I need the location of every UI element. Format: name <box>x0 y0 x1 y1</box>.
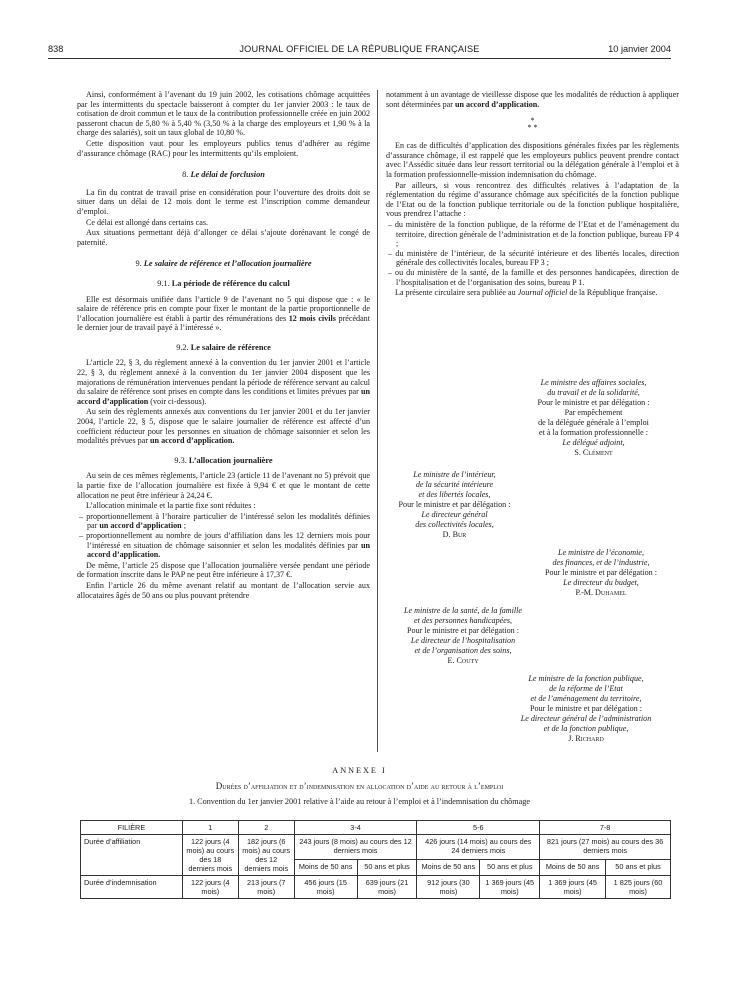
paragraph: Ce délai est allongé dans certains cas. <box>86 217 209 227</box>
issue-date: 10 janvier 2004 <box>608 44 671 54</box>
paragraph: L’allocation minimale et la partie fixe sont réduites : <box>86 501 256 511</box>
table-cell: 912 jours (30 mois) <box>417 876 480 899</box>
paragraph: La présente circulaire sera publiée au Journal officiel de la République française. <box>395 288 658 298</box>
annex-title: ANNEXE I <box>332 766 387 775</box>
right-column <box>386 90 679 299</box>
table-header-cell: 2 <box>238 821 294 835</box>
table-cell: 1 825 jours (60 mois) <box>606 876 671 899</box>
table-subheader-cell: 50 ans et plus <box>357 860 417 876</box>
paragraph: Enfin l’article 26 du même avenant relatif au montant de l’allocation servie aux allocataires âgés de 50 ans ou plus pouvant prétendre <box>77 580 370 600</box>
table-subheader-cell: 50 ans et plus <box>480 860 540 876</box>
signature-affaires-sociales: Le ministre des affaires sociales, du travail et de la solidarité, Pour le ministre et par délégation : Par empêchement de la déléguée générale à l’emploi et à la formation professionnelle : Le délégué adjoint, S. Clément <box>537 378 650 457</box>
table-subheader-cell: Moins de 50 ans <box>294 860 357 876</box>
paragraph: L’article 22, § 3, du règlement annexé à la convention du 1er janvier 2001 et l’article 22, § 3, du règlement annexé à la convention du 1er janvier 2004 disposent que les majorations de rémunération intervenues pendant la période de référence servant au calcul du salaire de référence sont prises en compte dans les conditions et limites prévues par un accord d’application (voir ci-dessous). <box>77 358 370 406</box>
left-column <box>77 90 370 601</box>
paragraph: Par ailleurs, si vous rencontrez des difficultés relatives à l’adaptation de la réglementation du régime d’assurance chômage aux spécificités de la fonction publique de l’Etat ou de la fonction publique territoriale ou de la fonction publique hospitalière, vous prendrez l’attache : <box>386 180 679 219</box>
signature-sante: Le ministre de la santé, de la famille et des personnes handicapées, Pour le ministre et par délégation : Le directeur de l’hospitalisation et de l’organisation des soins, E. Couty <box>404 606 522 665</box>
section-separator: * * * <box>527 116 538 133</box>
table-cell: 639 jours (21 mois) <box>357 876 417 899</box>
row-label: Durée d’affiliation <box>81 835 183 876</box>
contact-list <box>386 220 679 287</box>
section-heading-8: 8. Le délai de forclusion <box>182 170 265 180</box>
table-cell: 1 369 jours (45 mois) <box>480 876 540 899</box>
table-cell: 426 jours (14 mois) au cours des 24 derniers mois <box>417 835 540 860</box>
annex-heading <box>48 766 671 806</box>
list-item: – proportionnellement au nombre de jours d’affiliation dans les 12 derniers mois pour l’intéressé en situation de chômage saisonnier et selon les modalités définies par un accord d’application. <box>79 530 370 560</box>
table-cell: 1 369 jours (45 mois) <box>540 876 606 899</box>
durations-table <box>80 820 671 899</box>
table-row <box>81 876 671 899</box>
table-subheader-cell: 50 ans et plus <box>606 860 671 876</box>
table-cell: 213 jours (7 mois) <box>238 876 294 899</box>
table-row <box>81 835 671 860</box>
table-subheader-cell: Moins de 50 ans <box>417 860 480 876</box>
section-heading-9-1: 9.1. La période de référence du calcul <box>157 278 290 288</box>
signature-interieur: Le ministre de l’intérieur, de la sécurité intérieure et des libertés locales, Pour le ministre et par délégation : Le directeur général des collectivités locales, D. Bur <box>398 470 511 539</box>
table-header-row <box>81 821 671 835</box>
list-item: – proportionnellement à l’horaire particulier de l’intéressé selon les modalités définies par un accord d’application ; <box>79 511 370 531</box>
section-heading-9-3: 9.3. L’allocation journalière <box>174 455 273 465</box>
table-header-cell: FILIÈRE <box>81 821 183 835</box>
table-header-cell: 7-8 <box>540 821 671 835</box>
table-header-cell: 1 <box>182 821 238 835</box>
section-heading-9-2: 9.2. Le salaire de référence <box>176 342 271 352</box>
row-label: Durée d’indemnisation <box>81 876 183 899</box>
section-heading-9: 9. Le salaire de référence et l’allocation journalière <box>135 259 312 269</box>
table-cell: 456 jours (15 mois) <box>294 876 357 899</box>
table-cell: 821 jours (27 mois) au cours des 36 derniers mois <box>540 835 671 860</box>
paragraph: La fin du contrat de travail prise en considération pour l’ouverture des droits doit se situer dans un délai de 12 mois dont le terme est l’inscription comme demandeur d’emploi. <box>77 187 370 216</box>
table-cell: 243 jours (8 mois) au cours des 12 derniers mois <box>294 835 417 860</box>
table-cell: 122 jours (4 mois) au cours des 18 derniers mois <box>182 835 238 876</box>
paragraph: De même, l’article 25 dispose que l’allocation journalière versée pendant une période de formation inscrite dans le PAP ne peut être inférieure à 17,37 €. <box>77 560 370 580</box>
paragraph: Aux situations permettant déjà d’allonger ce délai s’ajoute dorénavant le congé de paternité. <box>77 228 370 247</box>
journal-title: JOURNAL OFFICIEL DE LA RÉPUBLIQUE FRANÇAISE <box>239 44 480 54</box>
list-item: – ou du ministère de la santé, de la famille et des personnes handicapées, direction de l’hospitalisation et de l’organisation des soins, bureau P 1. <box>388 267 679 287</box>
list-item: – du ministère de la fonction publique, de la réforme de l’Etat et de l’aménagement du territoire, direction générale de l’administration et de la fonction publique, bureau FP 4 ; <box>388 219 679 249</box>
table-cell: 122 jours (4 mois) <box>182 876 238 899</box>
page-header <box>48 44 671 59</box>
signature-economie: Le ministre de l’économie, des finances, et de l’industrie, Pour le ministre et par délégation : Le directeur du budget, P.-M. Duhamel <box>545 548 657 597</box>
table-cell: 182 jours (6 mois) au cours des 12 derniers mois <box>238 835 294 876</box>
annex-subtitle: Durées d’affiliation et d’indemnisation en allocation d’aide au retour à l’emploi <box>215 781 504 791</box>
table-header-cell: 3-4 <box>294 821 417 835</box>
paragraph: En cas de difficultés d’application des dispositions générales fixées par les règlements d’assurance chômage, il est rappelé que les employeurs publics peuvent prendre contact avec l’Assédic située dans leur ressort territorial ou la délégation générale à l’emploi et à la formation professionnelle-mission indemnisation du chômage. <box>386 141 679 179</box>
paragraph: Cette disposition vaut pour les employeurs publics tenus d’adhérer au régime d’assurance chômage (RAC) pour les intermittents qu’ils emploient. <box>77 138 370 158</box>
signature-fonction-publique: Le ministre de la fonction publique, de la réforme de l’Etat et de l’aménagement du territoire, Pour le ministre et par délégation : Le directeur général de l’administration et de la fonction publique, J. Richard <box>520 674 652 743</box>
table-subheader-cell: Moins de 50 ans <box>540 860 606 876</box>
paragraph: Au sein de ces mêmes règlements, l’article 23 (article 11 de l’avenant no 5) prévoit que la partie fixe de l’allocation journalière est fixée à 9,94 € et que le montant de cette allocation ne peut être inférieur à 24,24 €. <box>77 471 370 500</box>
page-number: 838 <box>48 44 64 54</box>
annex-convention: 1. Convention du 1er janvier 2001 relative à l’aide au retour à l’emploi et à l’indemnisation du chômage <box>188 797 531 806</box>
paragraph: Au sein des règlements annexés aux conventions du 1er janvier 2001 et du 1er janvier 2004, l’article 22, § 5, dispose que le salaire journalier de référence est affecté d’un coefficient réducteur pour les personnes en situation de chômage saisonnier et selon les modalités prévues par un accord d’application. <box>77 407 370 446</box>
table-header-cell: 5-6 <box>417 821 540 835</box>
list-item: – du ministère de l’intérieur, de la sécurité intérieure et des libertés locales, direction générale des collectivités locales, bureau FP 3 ; <box>388 248 679 268</box>
reduction-list <box>77 512 370 560</box>
paragraph: Elle est désormais unifiée dans l’article 9 de l’avenant no 5 qui dispose que : « le salaire de référence pris en compte pour fixer le montant de la partie proportionnelle de l’allocation journalière est établi à partir des rémunérations des 12 mois civils précédant le dernier jour de travail payé à l’intéressé ». <box>77 294 370 333</box>
paragraph: notamment à un avantage de vieillesse dispose que les modalités de réduction à appliquer sont déterminées par un accord d’application. <box>386 90 679 109</box>
paragraph: Ainsi, conformément à l’avenant du 19 juin 2002, les cotisations chômage acquittées par les intermittents du spectacle baisseront à compter du 1er janvier 2003 : le taux de cotisation de droit commun et le taux de la contribution professionnelle créée en juin 2002 passeront chacun de 5,80 % à 5,40 % (3,50 % à la charge des employeurs et 1,90 % à la charge des salariés), soit un taux global de 10,80 %. <box>77 90 370 138</box>
